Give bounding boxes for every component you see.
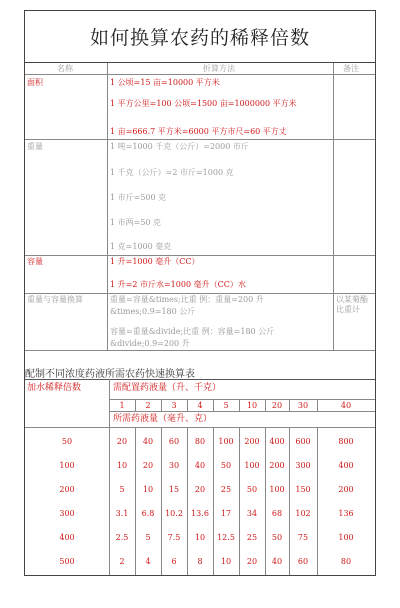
value-cell: 150 xyxy=(295,485,311,494)
value-cell: 300 xyxy=(295,461,311,470)
column-divider xyxy=(107,63,108,350)
header-method: 折算方法 xyxy=(203,64,235,73)
value-cell: 80 xyxy=(340,557,352,566)
column-divider xyxy=(239,399,240,411)
value-cell: 13.6 xyxy=(191,509,209,518)
volume-header-cell: 1 xyxy=(119,401,125,410)
value-cell: 600 xyxy=(295,437,311,446)
value-cell: 80 xyxy=(194,437,206,446)
value-cell: 10 xyxy=(116,461,128,470)
value-cell: 10 xyxy=(220,557,232,566)
column-divider xyxy=(213,399,214,411)
value-cell: 40 xyxy=(271,557,283,566)
weight-line: 1 千克（公斤）=2 市斤=1000 克 xyxy=(110,168,234,177)
volume-header-cell: 20 xyxy=(271,401,283,410)
value-cell: 10 xyxy=(142,485,154,494)
value-cell: 25 xyxy=(246,533,258,542)
value-cell: 7.5 xyxy=(167,533,181,542)
value-cell: 102 xyxy=(295,509,311,518)
area-line: 1 亩=666.7 平方米=6000 平方市尺=60 平方丈 xyxy=(110,127,287,136)
value-cell: 100 xyxy=(338,533,354,542)
value-cell: 800 xyxy=(338,437,354,446)
value-cell: 15 xyxy=(168,485,180,494)
value-cell: 3.1 xyxy=(115,509,129,518)
volume-header-cell: 3 xyxy=(171,401,177,410)
row-divider xyxy=(109,399,375,400)
row-divider xyxy=(109,411,375,412)
row-name-area: 面积 xyxy=(27,78,43,87)
value-cell: 17 xyxy=(220,509,232,518)
value-cell: 200 xyxy=(269,461,285,470)
weight-line: 1 市斤=500 克 xyxy=(110,193,167,202)
column-divider xyxy=(289,399,290,411)
row-divider xyxy=(25,293,375,294)
value-cell: 400 xyxy=(269,437,285,446)
value-cell: 5 xyxy=(119,485,125,494)
value-cell: 20 xyxy=(194,485,206,494)
column-divider xyxy=(135,399,136,411)
weight-line: 1 吨=1000 千克（公斤）=2000 市斤 xyxy=(110,142,249,151)
value-cell: 100 xyxy=(269,485,285,494)
value-cell: 400 xyxy=(338,461,354,470)
value-cell: 200 xyxy=(338,485,354,494)
value-cell: 20 xyxy=(116,437,128,446)
table-header-row xyxy=(25,63,375,75)
value-cell: 50 xyxy=(271,533,283,542)
row-name-conversion: 重量与容量换算 xyxy=(27,295,83,304)
value-cell: 136 xyxy=(338,509,354,518)
volume-line: 1 升=2 市斤水=1000 毫升（CC）水 xyxy=(110,280,246,289)
conversion-note: 以某菊酯比重计 xyxy=(336,295,368,314)
table2-col1-header: 加水稀释倍数 xyxy=(27,383,82,393)
value-cell: 25 xyxy=(220,485,232,494)
conversion-line: 容量=重量&divide;比重 例：容量=180 公斤 xyxy=(110,327,275,336)
row-divider xyxy=(25,139,375,140)
column-divider xyxy=(317,427,318,575)
volume-line: 1 升=1000 毫升（CC） xyxy=(110,257,200,266)
area-line: 1 平方公里=100 公顷=1500 亩=1000000 平方米 xyxy=(110,99,297,108)
value-cell: 20 xyxy=(142,461,154,470)
value-cell: 12.5 xyxy=(217,533,235,542)
volume-header-cell: 2 xyxy=(145,401,151,410)
column-divider xyxy=(265,399,266,411)
value-cell: 4 xyxy=(145,557,151,566)
value-cell: 100 xyxy=(244,461,260,470)
value-cell: 60 xyxy=(297,557,309,566)
dilution-cell: 200 xyxy=(59,485,75,494)
volume-header-cell: 30 xyxy=(297,401,309,410)
column-divider xyxy=(161,427,162,575)
value-cell: 10 xyxy=(194,533,206,542)
column-divider xyxy=(333,63,334,350)
header-note: 备注 xyxy=(343,64,359,73)
value-cell: 20 xyxy=(246,557,258,566)
value-cell: 50 xyxy=(246,485,258,494)
conversion-line: &divide;0.9=200 升 xyxy=(110,339,190,348)
document-title: 如何换算农药的稀释倍数 xyxy=(25,11,375,63)
value-cell: 50 xyxy=(220,461,232,470)
value-cell: 200 xyxy=(244,437,260,446)
dilution-cell: 300 xyxy=(59,509,75,518)
conversion-line: &times;0.9=180 公斤 xyxy=(110,307,196,316)
value-cell: 100 xyxy=(218,437,234,446)
column-divider xyxy=(161,399,162,411)
row-name-weight: 重量 xyxy=(27,142,43,151)
column-divider xyxy=(289,427,290,575)
volume-header-cell: 10 xyxy=(246,401,258,410)
column-divider xyxy=(109,427,110,575)
dilution-cell: 400 xyxy=(59,533,75,542)
conversion-line: 重量=容量&times;比重 例：重量=200 升 xyxy=(110,295,264,304)
dilution-cell: 50 xyxy=(61,437,73,446)
value-cell: 10.2 xyxy=(165,509,183,518)
row-divider xyxy=(25,379,375,380)
value-cell: 8 xyxy=(197,557,203,566)
header-name: 名称 xyxy=(57,64,73,73)
dilution-cell: 100 xyxy=(59,461,75,470)
row-name-volume: 容量 xyxy=(27,257,43,266)
table2-top-header: 需配置药液量（升、千克） xyxy=(113,383,222,393)
value-cell: 40 xyxy=(142,437,154,446)
value-cell: 68 xyxy=(271,509,283,518)
volume-header-cell: 40 xyxy=(340,401,352,410)
row-divider xyxy=(25,255,375,256)
column-divider xyxy=(317,399,318,411)
weight-line: 1 克=1000 毫克 xyxy=(110,242,172,251)
value-cell: 2 xyxy=(119,557,125,566)
value-cell: 2.5 xyxy=(115,533,129,542)
row-divider xyxy=(25,350,375,351)
volume-header-cell: 5 xyxy=(223,401,229,410)
value-cell: 34 xyxy=(246,509,258,518)
table2-title: 配制不同浓度药液所需农药快速换算表 xyxy=(25,369,195,380)
value-cell: 75 xyxy=(297,533,309,542)
column-divider xyxy=(239,427,240,575)
column-divider xyxy=(187,427,188,575)
value-cell: 40 xyxy=(194,461,206,470)
column-divider xyxy=(213,427,214,575)
column-divider xyxy=(265,427,266,575)
row-divider xyxy=(25,427,375,428)
value-cell: 6.8 xyxy=(141,509,155,518)
document-sheet xyxy=(24,10,376,576)
volume-header-cell: 4 xyxy=(197,401,203,410)
value-cell: 6 xyxy=(171,557,177,566)
table2-sub-header: 所需药液量（毫升、克） xyxy=(113,414,213,424)
area-line: 1 公顷=15 亩=10000 平方米 xyxy=(110,78,220,87)
column-divider xyxy=(135,427,136,575)
value-cell: 60 xyxy=(168,437,180,446)
column-divider xyxy=(187,399,188,411)
value-cell: 30 xyxy=(168,461,180,470)
dilution-cell: 500 xyxy=(59,557,75,566)
value-cell: 5 xyxy=(145,533,151,542)
weight-line: 1 市两=50 克 xyxy=(110,218,162,227)
